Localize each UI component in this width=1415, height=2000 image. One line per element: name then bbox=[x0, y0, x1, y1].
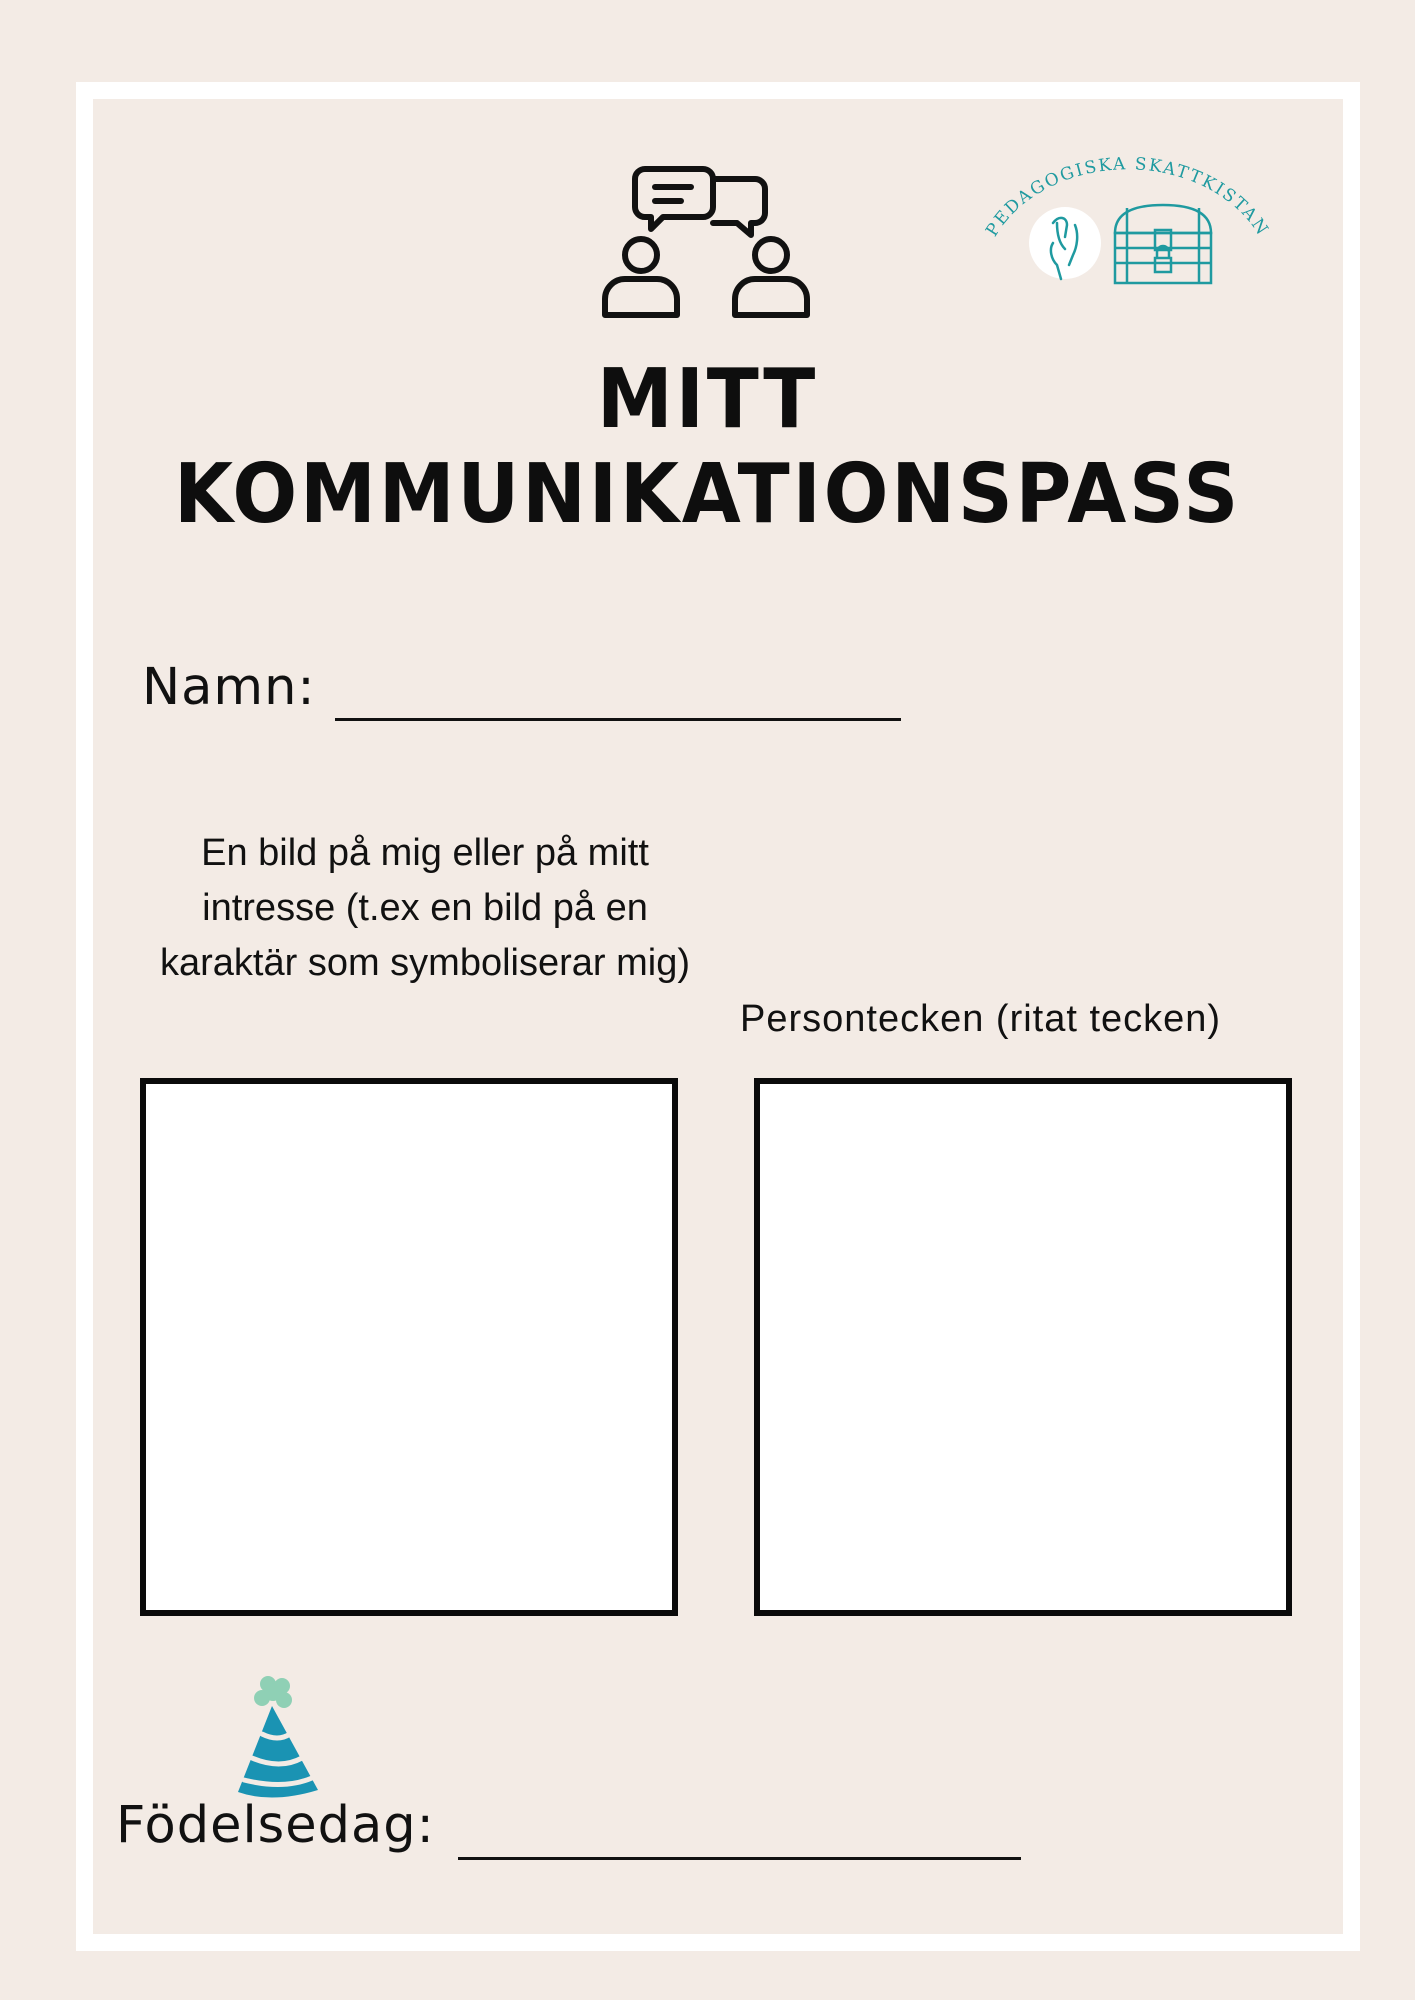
party-hat-icon bbox=[232, 1672, 322, 1802]
birthday-input-line[interactable] bbox=[458, 1857, 1021, 1860]
logo bbox=[975, 138, 1280, 298]
page-title: MITT KOMMUNIKATIONSPASS bbox=[173, 352, 1242, 542]
picture-box[interactable] bbox=[140, 1078, 678, 1616]
sign-drawing-box[interactable] bbox=[754, 1078, 1292, 1616]
birthday-label: Födelsedag: bbox=[116, 1796, 435, 1855]
logo-text: PEDAGOGISKA SKATTKISTAN bbox=[982, 154, 1273, 241]
picture-caption: En bild på mig eller på mitt intresse (t.ex en bild på en karaktär som symboliserar mig) bbox=[160, 832, 690, 984]
hand-sign-icon bbox=[1029, 207, 1101, 279]
name-label: Namn: bbox=[142, 658, 316, 717]
treasure-chest-icon bbox=[1115, 205, 1211, 283]
sign-caption: Persontecken (ritat tecken) bbox=[740, 998, 1222, 1040]
people-chat-icon bbox=[597, 163, 817, 323]
name-input-line[interactable] bbox=[335, 718, 901, 721]
